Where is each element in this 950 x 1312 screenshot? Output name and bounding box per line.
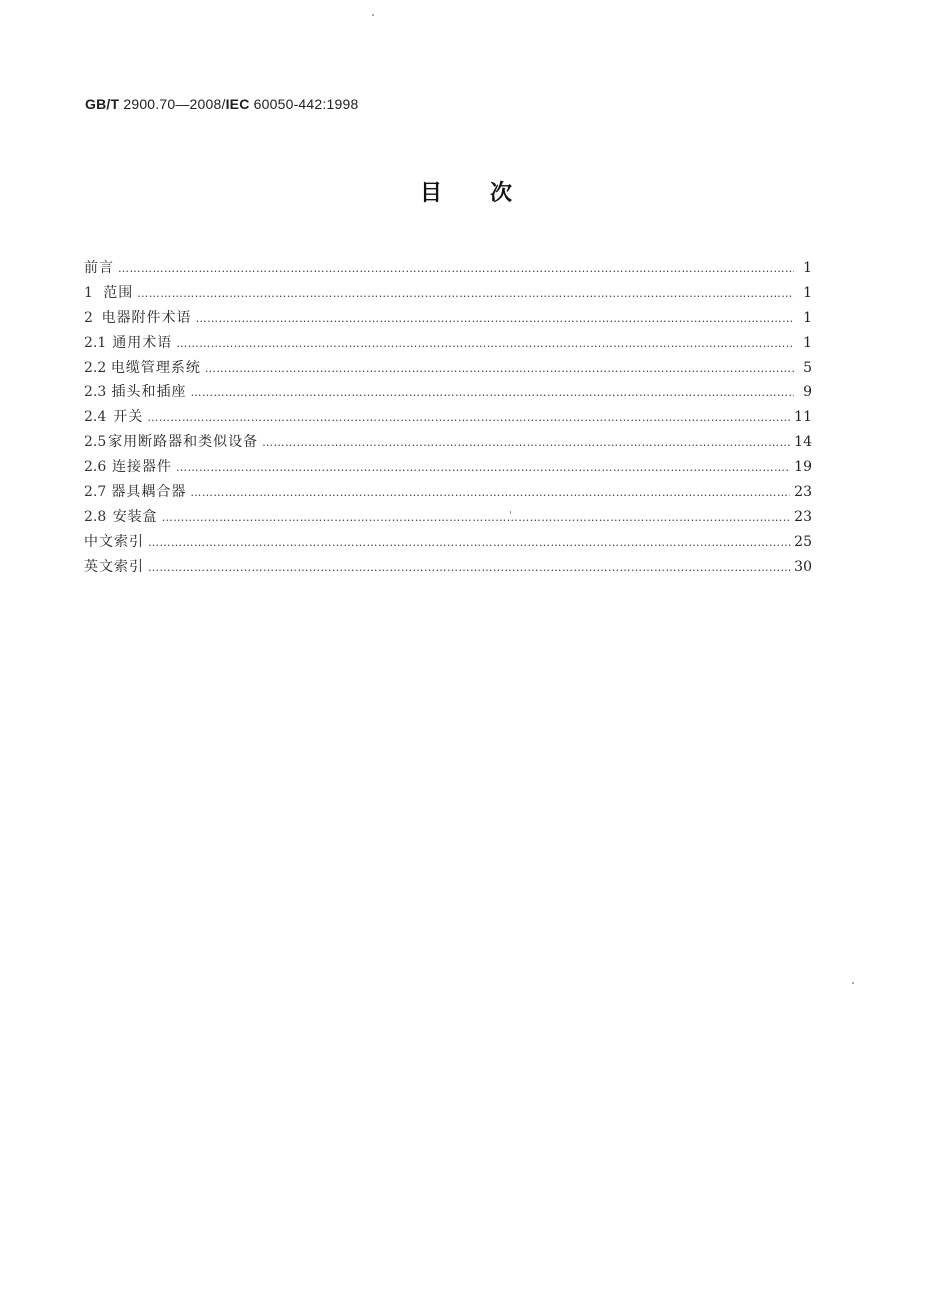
iec-number: 60050-442:1998 [253,96,359,112]
toc-entry-page: 19 [794,459,812,476]
toc-entry-number: 2.8 [84,508,107,525]
toc-entry-number: 1 [84,284,93,301]
toc-entry-label: 家用断路器和类似设备 [108,434,259,451]
page-title: 目次 [419,181,560,206]
toc-leader-dots [118,257,794,281]
toc-entry-number: 2.3 [84,384,107,401]
toc-entry-number: 2.6 [84,459,107,476]
toc-leader-dots [205,357,794,381]
toc-entry-label: 前言 [84,260,114,276]
toc-entry-page: 1 [803,309,812,326]
toc-entry-label: 连接器件 [112,459,173,476]
toc-entry-section-2-3[interactable] [84,380,812,405]
toc-entry-label: 器具耦合器 [111,484,187,501]
toc-leader-dots [137,282,794,306]
toc-entry-number: 2.1 [84,334,107,351]
toc-entry-foreword[interactable] [84,256,812,281]
toc-leader-dots [196,307,794,331]
toc-entry-page: 25 [794,533,812,550]
toc-entry-section-2-5[interactable] [84,430,812,455]
toc-entry-number: 2 [84,309,93,326]
toc-entry-section-2-6[interactable] [84,455,812,480]
toc-entry-page: 1 [803,260,812,276]
toc-entry-section-2-4[interactable] [84,405,812,430]
toc-leader-dots [190,481,790,505]
iec-prefix: IEC [225,96,250,112]
toc-entry-label: 英文索引 [84,558,144,575]
toc-entry-label: 电缆管理系统 [110,359,201,376]
toc-entry-label: 通用术语 [112,334,173,351]
toc-leader-dots [191,381,794,405]
standard-number: 2900.70—2008/ [123,96,226,112]
toc-entry-chinese-index[interactable] [84,530,812,555]
toc-entry-english-index[interactable] [84,555,812,580]
toc-entry-label: 插头和插座 [111,384,187,401]
document-header [85,96,358,112]
toc-entry-page: 23 [794,484,812,501]
toc-entry-number: 2.5 [84,434,107,451]
toc-entry-number: 2.4 [84,409,107,426]
toc-entry-number: 2.7 [84,484,107,501]
toc-leader-dots [176,456,790,480]
toc-entry-page: 1 [803,284,812,301]
toc-entry-page: 1 [803,334,812,351]
toc-leader-dots [148,531,790,555]
toc-leader-dots [262,431,790,455]
toc-entry-page: 14 [794,434,812,451]
toc-entry-page: 11 [794,409,812,426]
toc-leader-dots [176,332,794,356]
toc-entry-scope[interactable] [84,281,812,306]
toc-entry-label: 范围 [103,284,134,301]
toc-entry-section-2-7[interactable] [84,480,812,505]
toc-entry-label: 电器附件术语 [101,309,192,326]
scan-speck [852,982,854,984]
toc-entry-section-2-8[interactable] [84,505,812,530]
toc-entry-page: 30 [794,558,812,575]
toc-leader-dots [148,556,790,580]
table-of-contents [84,256,812,580]
toc-entry-label: 中文索引 [84,533,144,550]
toc-entry-page: 9 [803,384,812,401]
toc-entry-number: 2.2 [84,359,107,376]
toc-entry-label: 安装盒 [112,508,158,525]
standard-prefix: GB/T [85,96,120,112]
toc-entry-section-2-1[interactable] [84,331,812,356]
toc-leader-dots [147,406,790,430]
toc-entry-page: 23 [794,508,812,525]
toc-entry-section-2-2[interactable] [84,356,812,381]
toc-entry-section-2[interactable] [84,306,812,331]
scan-speck [510,511,511,514]
toc-leader-dots [162,506,790,530]
scan-speck [372,14,374,16]
toc-entry-page: 5 [803,359,812,376]
toc-entry-label: 开关 [113,409,144,426]
